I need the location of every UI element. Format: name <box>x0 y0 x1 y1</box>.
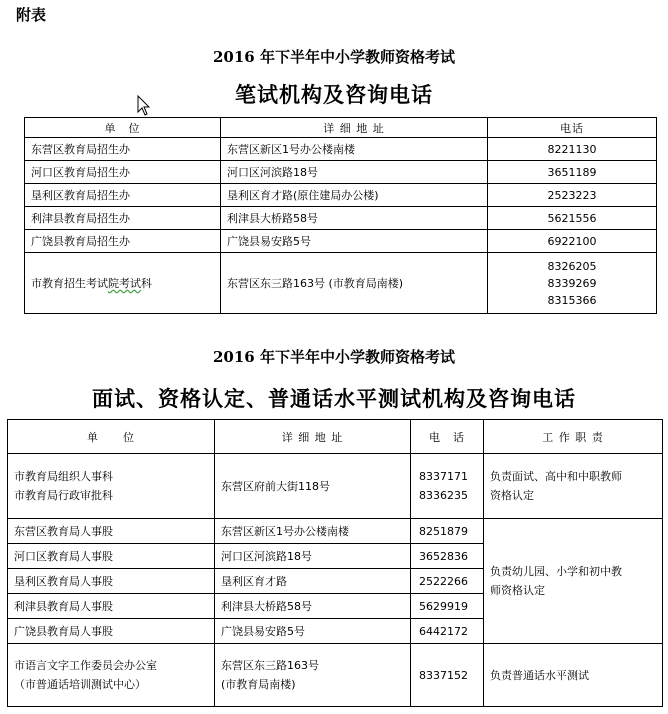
table-header-row <box>8 420 663 454</box>
phone-cell <box>411 454 484 519</box>
unit-cell <box>8 454 215 519</box>
section2-subtitle: 2016 年下半年中小学教师资格考试 <box>213 348 455 366</box>
address-line: (市教育局南楼) <box>221 678 296 691</box>
unit-cell: 广饶县教育局人事股 <box>8 619 215 644</box>
mouse-cursor-icon <box>137 95 151 117</box>
header-phone: 电 话 <box>411 420 484 454</box>
phone-cell: 3651189 <box>488 161 657 184</box>
duty-line: 师资格认定 <box>490 584 545 597</box>
phone-cell: 8337152 <box>411 644 484 707</box>
table-row <box>8 644 663 707</box>
phone-cell: 3652836 <box>411 544 484 569</box>
phone-list-cell <box>488 253 657 314</box>
section1-subtitle: 2016 年下半年中小学教师资格考试 <box>213 48 455 66</box>
phone-cell: 2523223 <box>488 184 657 207</box>
phone-line: 8326205 <box>547 259 597 273</box>
phone-line: 8337171 <box>419 470 468 483</box>
phone-cell: 6442172 <box>411 619 484 644</box>
unit-line: 市教育局行政审批科 <box>14 489 113 502</box>
phone-cell: 8251879 <box>411 519 484 544</box>
table-row <box>25 161 657 184</box>
table-row <box>8 454 663 519</box>
interview-table <box>7 419 663 707</box>
address-cell <box>215 644 411 707</box>
unit-cell <box>8 644 215 707</box>
unit-line: 市语言文字工作委员会办公室 <box>14 659 157 672</box>
phone-cell: 6922100 <box>488 230 657 253</box>
duty-cell <box>484 519 663 644</box>
unit-cell: 河口区教育局招生办 <box>25 161 221 184</box>
address-cell: 垦利区育才路 <box>215 569 411 594</box>
phone-line: 8336235 <box>419 489 468 502</box>
section1-title: 笔试机构及咨询电话 <box>235 82 433 107</box>
address-cell: 东营区东三路163号 (市教育局南楼) <box>221 253 488 314</box>
duty-line: 负责面试、高中和中职教师 <box>490 470 622 483</box>
address-cell: 垦利区育才路(原住建局办公楼) <box>221 184 488 207</box>
written-exam-table <box>24 117 657 314</box>
unit-cell: 东营区教育局人事股 <box>8 519 215 544</box>
section2-title: 面试、资格认定、普通话水平测试机构及咨询电话 <box>92 386 576 411</box>
phone-cell: 2522266 <box>411 569 484 594</box>
phone-cell: 5621556 <box>488 207 657 230</box>
header-unit: 单 位 <box>8 420 215 454</box>
unit-cell: 河口区教育局人事股 <box>8 544 215 569</box>
unit-line: （市普通话培训测试中心） <box>14 678 146 691</box>
address-cell: 东营区新区1号办公楼南楼 <box>215 519 411 544</box>
unit-cell: 利津县教育局招生办 <box>25 207 221 230</box>
unit-cell <box>25 253 221 314</box>
spellcheck-marked-text: 院考试 <box>108 277 141 290</box>
unit-cell: 垦利区教育局人事股 <box>8 569 215 594</box>
address-cell: 广饶县易安路5号 <box>221 230 488 253</box>
table-row <box>25 253 657 314</box>
table-row <box>25 184 657 207</box>
address-cell: 河口区河滨路18号 <box>221 161 488 184</box>
table-header-row <box>25 118 657 138</box>
header-address: 详 细 地 址 <box>215 420 411 454</box>
table-row <box>8 519 663 544</box>
table-row <box>25 138 657 161</box>
header-unit: 单 位 <box>25 118 221 138</box>
header-address: 详 细 地 址 <box>221 118 488 138</box>
table-row <box>25 207 657 230</box>
address-cell: 利津县大桥路58号 <box>215 594 411 619</box>
attachment-label: 附表 <box>16 6 47 24</box>
phone-line: 8339269 <box>547 276 597 290</box>
address-cell: 东营区府前大街118号 <box>215 454 411 519</box>
header-phone: 电话 <box>488 118 657 138</box>
unit-cell: 垦利区教育局招生办 <box>25 184 221 207</box>
unit-cell: 广饶县教育局招生办 <box>25 230 221 253</box>
duty-cell: 负责普通话水平测试 <box>484 644 663 707</box>
phone-cell: 5629919 <box>411 594 484 619</box>
duty-line: 资格认定 <box>490 489 534 502</box>
address-line: 东营区东三路163号 <box>221 659 319 672</box>
duty-cell <box>484 454 663 519</box>
unit-line: 市教育局组织人事科 <box>14 470 113 483</box>
unit-cell: 利津县教育局人事股 <box>8 594 215 619</box>
address-cell: 广饶县易安路5号 <box>215 619 411 644</box>
address-cell: 东营区新区1号办公楼南楼 <box>221 138 488 161</box>
header-duty: 工 作 职 责 <box>484 420 663 454</box>
phone-cell: 8221130 <box>488 138 657 161</box>
unit-cell: 东营区教育局招生办 <box>25 138 221 161</box>
address-cell: 利津县大桥路58号 <box>221 207 488 230</box>
unit-suffix: 科 <box>141 277 152 290</box>
phone-line: 8315366 <box>547 293 597 307</box>
table-row <box>25 230 657 253</box>
unit-prefix: 市教育招生考试 <box>31 277 108 290</box>
address-cell: 河口区河滨路18号 <box>215 544 411 569</box>
duty-line: 负责幼儿园、小学和初中教 <box>490 565 622 578</box>
